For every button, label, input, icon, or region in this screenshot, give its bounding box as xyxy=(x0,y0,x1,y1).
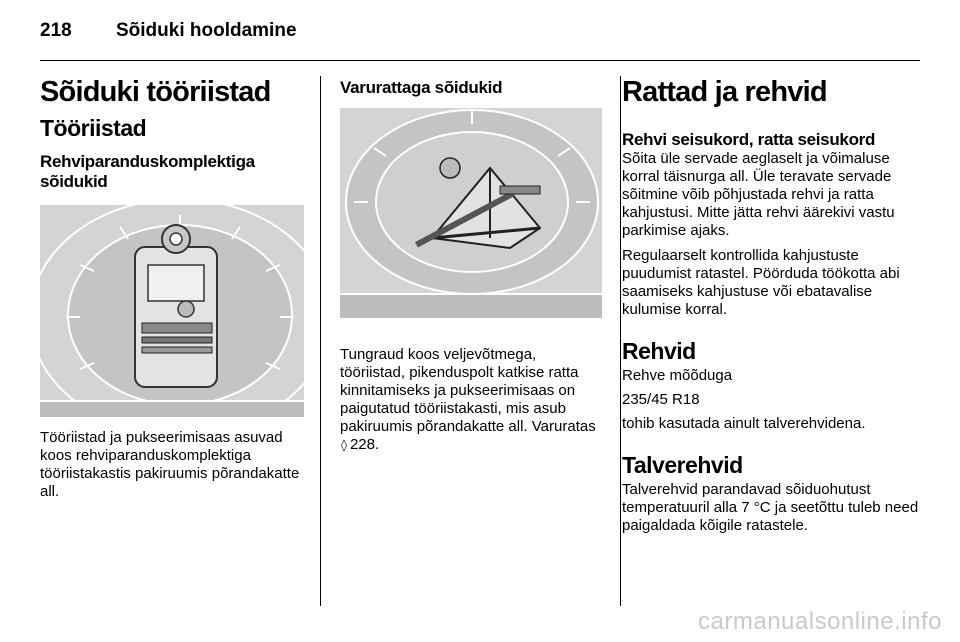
column-divider-2 xyxy=(620,76,621,606)
xref-page: 228. xyxy=(349,436,380,453)
section-title-winter-tyres: Talverehvid xyxy=(622,452,743,478)
paragraph-winter-tyres: Talverehvid parandavad sõiduohutust temperatuuril alla 7 °C ja seetõttu tuleb need paigaldada kõigile ratastele. xyxy=(622,481,919,534)
tyres-line-1: Rehve mõõduga xyxy=(622,367,733,384)
page-number: 218 xyxy=(40,20,72,41)
subheading-tyre-condition: Rehvi seisukord, ratta seisukord xyxy=(622,130,876,149)
paragraph-tyre-condition-2: Regulaarselt kontrollida kahjustuste puudumist ratastel. Pöörduda töökotta abi saamiseks kahjustuse või ebatavalise kulumise korral. xyxy=(622,247,900,318)
running-title: Sõiduki hooldamine xyxy=(116,20,297,41)
column-1 xyxy=(40,76,308,501)
column-3 xyxy=(622,76,922,535)
header-rule xyxy=(40,60,920,61)
subsection-title-tools: Tööriistad xyxy=(40,115,147,141)
section-title-wheels: Rattad ja rehvid xyxy=(622,76,827,108)
subheading-repair-kit: Rehviparanduskomplektiga sõidukid xyxy=(40,152,255,191)
watermark: carmanualsonline.info xyxy=(698,608,942,635)
repair-kit-figure xyxy=(40,205,304,417)
column-divider-1 xyxy=(320,76,321,606)
tyres-line-2: 235/45 R18 xyxy=(622,391,700,408)
paragraph-tyre-condition-1: Sõita üle servade aeglaselt ja võimaluse korral täisnurga all. Üle teravate servade sõitmine võib põhjustada rehvi ja ratta kahjustusi. Mitte jätta rehvi äärekivi vastu parkimise ajaks. xyxy=(622,150,895,239)
section-title-tyres: Rehvid xyxy=(622,338,696,364)
column-2 xyxy=(340,76,602,454)
caption-spare-wheel: Tungraud koos veljevõtmega, tööriistad, pikenduspolt katkise ratta kinnitamiseks ja pukseerimisaas on paigutatud tööriistakasti, mis asub pakiruumis põrandakatte all. Varuratas ◊ 228. xyxy=(340,346,596,453)
tyres-line-3: tohib kasutada ainult talverehvidena. xyxy=(622,415,866,432)
subheading-spare-wheel: Varurattaga sõidukid xyxy=(340,78,503,97)
page-header xyxy=(40,20,920,48)
cross-reference-icon: ◊ xyxy=(341,438,347,452)
spare-wheel-tools-figure xyxy=(340,108,602,318)
caption-repair-kit: Tööriistad ja pukseerimisaas asuvad koos rehviparanduskomplektiga tööriistakastis pakiruumis põrandakatte all. xyxy=(40,429,300,500)
section-title-tools: Sõiduki tööriistad xyxy=(40,76,271,108)
